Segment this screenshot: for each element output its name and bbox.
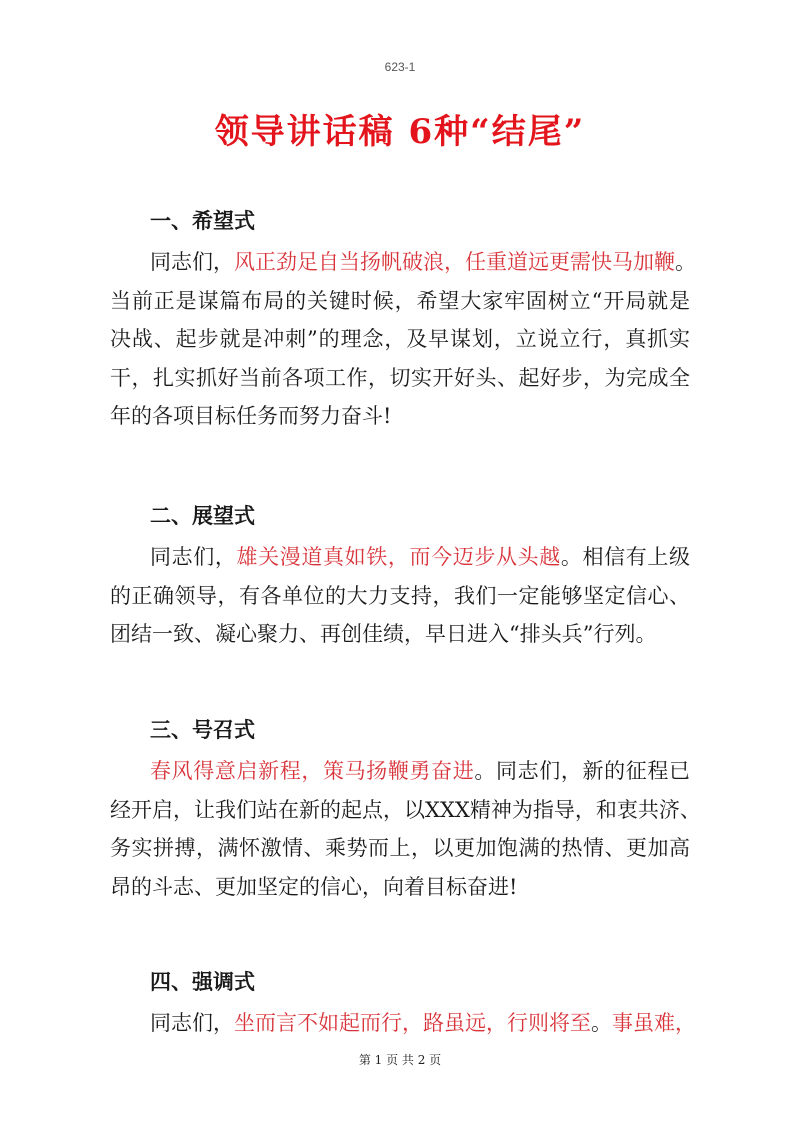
- section-heading: 三、号召式: [150, 718, 255, 742]
- section-heading: 一、希望式: [150, 209, 255, 233]
- section-heading: 四、强调式: [150, 970, 255, 994]
- body-text: 昂的斗志、更加坚定的信心，向着目标奋进!: [110, 874, 518, 899]
- body-text: 同志们，: [150, 545, 237, 569]
- paragraph-line: [110, 1009, 696, 1048]
- highlighted-text: 风正劲足自当扬帆破浪，任重道远更需快马加鞭: [234, 250, 675, 274]
- body-text: 。同志们，新的征程已: [474, 759, 690, 783]
- paragraph-line: [110, 620, 690, 659]
- body-text: 同志们，: [150, 250, 234, 274]
- page-header-code: 623-1: [384, 60, 416, 74]
- paragraph-line: [110, 325, 690, 364]
- body-text: 决战、起步就是冲刺”的理念，及早谋划，立说立行，真抓实: [110, 327, 690, 351]
- body-text: 的正确领导，有各单位的大力支持，我们一定能够坚定信心、: [110, 583, 690, 608]
- body-text: 同志们，: [150, 1011, 234, 1035]
- highlighted-text: 事虽难，: [612, 1011, 696, 1035]
- section: [110, 207, 696, 441]
- paragraph-line: [110, 287, 690, 326]
- paragraph-line: [110, 364, 690, 403]
- body-text: 干，扎实抓好当前各项工作，切实开好头、起好步，为完成全: [110, 365, 690, 390]
- highlighted-text: 坐而言不如起而行，路虽远，行则将至: [234, 1011, 591, 1035]
- body-text: 当前正是谋篇布局的关键时候，希望大家牢固树立“开局就是: [110, 288, 690, 313]
- paragraph-line: [110, 834, 690, 873]
- body-text: 经开启，让我们站在新的起点，以XXX精神为指导，和衷共济、: [110, 797, 701, 822]
- paragraph-line: [110, 582, 690, 621]
- body-text: 团结一致、凝心聚力、再创佳绩，早日进入“排头兵”行列。: [110, 622, 657, 646]
- paragraph-line: [110, 402, 690, 441]
- section-heading: 二、展望式: [150, 504, 255, 528]
- page-footer: 第 1 页 共 2 页: [358, 1053, 442, 1067]
- section: [110, 968, 696, 1048]
- paragraph-line: [110, 796, 701, 835]
- paragraph-line: [110, 873, 690, 912]
- document-title: 领导讲话稿 6种“结尾”: [214, 112, 586, 152]
- body-text: 。相信有上级: [560, 545, 690, 569]
- body-text: 。: [675, 250, 696, 274]
- body-text: 。: [591, 1011, 612, 1035]
- paragraph-line: [110, 543, 690, 582]
- section: [110, 502, 690, 659]
- highlighted-text: 雄关漫道真如铁，而今迈步从头越: [236, 545, 561, 569]
- paragraph-line: [110, 248, 696, 287]
- paragraph-line: [110, 757, 690, 796]
- body-text: 年的各项目标任务而努力奋斗!: [110, 404, 392, 428]
- section: [110, 716, 701, 911]
- highlighted-text: 春风得意启新程，策马扬鞭勇奋进: [150, 759, 475, 783]
- body-text: 务实拼搏，满怀激情、乘势而上，以更加饱满的热情、更加高: [110, 836, 690, 860]
